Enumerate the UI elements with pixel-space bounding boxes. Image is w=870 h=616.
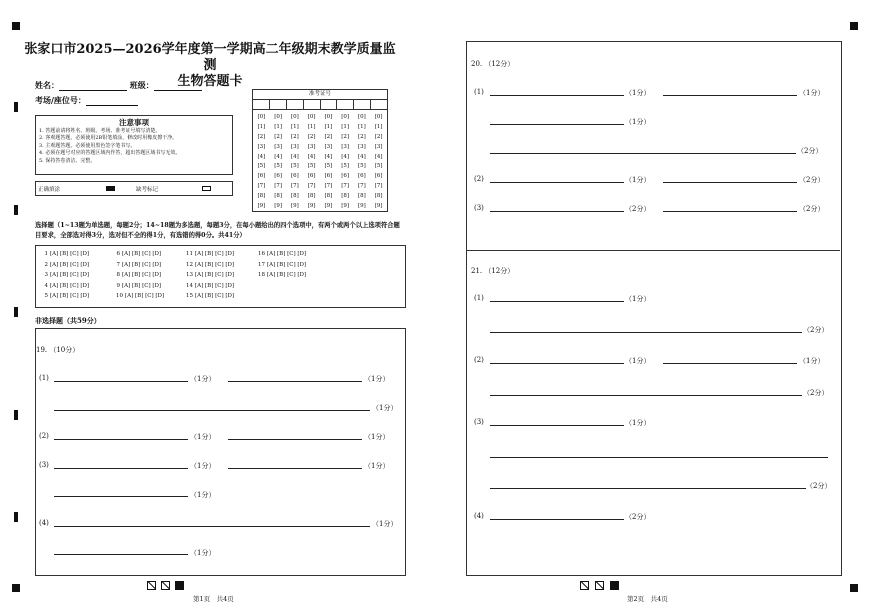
score-label: （2分） bbox=[799, 176, 825, 184]
score-label: （2分） bbox=[799, 205, 825, 213]
seat-field[interactable] bbox=[86, 96, 138, 106]
q21-part-label: (2) bbox=[474, 356, 484, 364]
filled-sample-icon bbox=[106, 186, 115, 191]
answer-line[interactable] bbox=[663, 363, 797, 364]
page-code-box bbox=[595, 581, 604, 590]
q21-title: 21. （12分） bbox=[471, 267, 515, 275]
right-answer-box bbox=[466, 41, 842, 576]
answer-line[interactable] bbox=[490, 211, 624, 212]
exam-id-digit-bubble[interactable]: [9] bbox=[274, 202, 283, 209]
answer-line[interactable] bbox=[228, 381, 362, 382]
note-item: 5. 保持答卷清洁、完整。 bbox=[39, 157, 96, 164]
choice-number: 2 bbox=[44, 261, 48, 268]
answer-line[interactable] bbox=[54, 468, 188, 469]
exam-id-digit-bubble[interactable]: [0] bbox=[357, 113, 366, 120]
exam-id-digit-bubble[interactable]: [6] bbox=[374, 173, 383, 180]
correct-fill-label: 正确填涂 bbox=[38, 187, 61, 193]
choice-question-row bbox=[114, 251, 161, 257]
exam-id-digit-bubble[interactable]: [9] bbox=[324, 202, 333, 209]
choice-box bbox=[35, 245, 406, 308]
choice-options[interactable]: [A] [B] [C] [D] bbox=[125, 293, 165, 299]
choice-options[interactable]: [A] [B] [C] [D] bbox=[267, 272, 307, 278]
timing-mark bbox=[14, 102, 18, 112]
answer-line[interactable] bbox=[54, 496, 188, 497]
section-divider bbox=[466, 250, 840, 251]
score-label: （1分） bbox=[799, 357, 825, 365]
choice-question-row bbox=[184, 251, 234, 257]
score-label: （2分） bbox=[797, 147, 823, 155]
name-row bbox=[35, 80, 202, 91]
q19-box bbox=[35, 328, 406, 576]
choice-question-row bbox=[114, 262, 161, 268]
choice-question-row bbox=[42, 262, 89, 268]
choice-question-row bbox=[184, 283, 234, 289]
exam-id-digit-bubble[interactable]: [7] bbox=[307, 183, 316, 190]
choice-number: 8 bbox=[116, 272, 120, 278]
choice-question-row bbox=[184, 262, 234, 268]
choice-options[interactable]: [A] [B] [C] [D] bbox=[195, 272, 235, 278]
exam-id-digit-bubble[interactable]: [4] bbox=[374, 153, 383, 160]
exam-id-digit-bubble[interactable]: [4] bbox=[357, 153, 366, 160]
score-label: （2分） bbox=[806, 482, 832, 490]
notes-title: 注意事项 bbox=[119, 118, 149, 127]
q19-part-label: (3) bbox=[39, 461, 49, 469]
exam-id-digit-bubble[interactable]: [6] bbox=[324, 173, 333, 180]
exam-id-digit-bubble[interactable]: [8] bbox=[274, 193, 283, 200]
exam-id-digit-bubble[interactable]: [5] bbox=[341, 163, 350, 170]
score-label: （1分） bbox=[190, 375, 216, 383]
name-label: 姓名： bbox=[35, 80, 59, 90]
q20-part-label: (3) bbox=[474, 204, 484, 212]
timing-mark bbox=[14, 410, 18, 420]
exam-id-digit-bubble[interactable]: [3] bbox=[307, 143, 316, 150]
answer-line[interactable] bbox=[490, 153, 796, 154]
choice-number: 11 bbox=[186, 251, 193, 257]
exam-id-title: 准考证号 bbox=[253, 90, 387, 100]
choice-options[interactable]: [A] [B] [C] [D] bbox=[195, 251, 235, 257]
exam-id-digit-bubble[interactable]: [7] bbox=[357, 183, 366, 190]
exam-id-digit-bubble[interactable]: [4] bbox=[274, 153, 283, 160]
answer-line[interactable] bbox=[228, 468, 362, 469]
exam-id-digit-bubble[interactable]: [3] bbox=[374, 143, 383, 150]
exam-id-digit-bubble[interactable]: [3] bbox=[257, 143, 266, 150]
choice-question-row bbox=[42, 283, 89, 289]
answer-line[interactable] bbox=[490, 124, 624, 125]
timing-mark bbox=[14, 205, 18, 215]
score-label: （2分） bbox=[625, 205, 651, 213]
exam-id-digit-bubble[interactable]: [5] bbox=[257, 163, 266, 170]
page-code-box bbox=[580, 581, 589, 590]
answer-line[interactable] bbox=[663, 211, 797, 212]
score-label: （1分） bbox=[625, 419, 651, 427]
missing-mark-label: 缺考标记 bbox=[136, 187, 159, 193]
score-label: （1分） bbox=[190, 549, 216, 557]
exam-id-digit-bubble[interactable]: [1] bbox=[341, 123, 350, 130]
seat-label: 考场/座位号： bbox=[35, 95, 86, 105]
choice-number: 17 bbox=[258, 261, 265, 268]
choice-options[interactable]: [A] [B] [C] [D] bbox=[267, 261, 307, 268]
q20-part-label: (1) bbox=[474, 88, 484, 96]
answer-line[interactable] bbox=[490, 519, 624, 520]
q21-part-label: (3) bbox=[474, 418, 484, 426]
exam-id-digit-bubble[interactable]: [5] bbox=[374, 163, 383, 170]
class-label: 班级： bbox=[129, 80, 154, 90]
choice-number: 6 bbox=[116, 251, 120, 257]
exam-id-digit-bubble[interactable]: [2] bbox=[274, 133, 283, 140]
score-label: （1分） bbox=[372, 520, 398, 528]
choice-question-row bbox=[256, 262, 306, 268]
choice-options[interactable]: [A] [B] [C] [D] bbox=[50, 293, 90, 299]
exam-id-digit-bubble[interactable]: [9] bbox=[307, 202, 316, 209]
answer-line[interactable] bbox=[490, 301, 624, 302]
choice-number: 12 bbox=[186, 261, 193, 268]
score-label: （1分） bbox=[625, 295, 651, 303]
choice-question-row bbox=[256, 251, 306, 257]
choice-question-row bbox=[42, 293, 89, 299]
choice-options[interactable]: [A] [B] [C] [D] bbox=[50, 282, 90, 289]
choice-options[interactable]: [A] [B] [C] [D] bbox=[195, 282, 235, 289]
choice-number: 14 bbox=[186, 282, 193, 289]
exam-id-digit-bubble[interactable]: [6] bbox=[290, 173, 299, 180]
choice-number: 4 bbox=[44, 282, 48, 289]
exam-id-digit-bubble[interactable]: [1] bbox=[290, 123, 299, 130]
choice-options[interactable]: [A] [B] [C] [D] bbox=[195, 261, 235, 268]
exam-id-digit-bubble[interactable]: [5] bbox=[274, 163, 283, 170]
corner-mark bbox=[12, 584, 20, 592]
answer-line[interactable] bbox=[490, 363, 624, 364]
score-label: （1分） bbox=[625, 176, 651, 184]
exam-id-digit-bubble[interactable]: [9] bbox=[341, 202, 350, 209]
score-label: （2分） bbox=[803, 326, 829, 334]
page-code-box bbox=[147, 581, 156, 590]
exam-id-digit-bubble[interactable]: [0] bbox=[307, 113, 316, 120]
exam-id-digit-bubble[interactable]: [8] bbox=[357, 193, 366, 200]
choice-options[interactable]: [A] [B] [C] [D] bbox=[267, 251, 307, 257]
exam-id-digit-bubble[interactable]: [3] bbox=[274, 143, 283, 150]
answer-line[interactable] bbox=[490, 332, 802, 333]
q21-part-label: (1) bbox=[474, 294, 484, 302]
choice-question-row bbox=[256, 272, 306, 278]
choice-question-row bbox=[114, 272, 161, 278]
choice-number: 7 bbox=[116, 261, 120, 268]
exam-id-digit-bubble[interactable]: [3] bbox=[324, 143, 333, 150]
exam-id-digit-bubble[interactable]: [2] bbox=[357, 133, 366, 140]
exam-id-digit-bubble[interactable]: [4] bbox=[307, 153, 316, 160]
exam-id-digit-bubble[interactable]: [9] bbox=[290, 202, 299, 209]
notes-box bbox=[35, 115, 233, 175]
exam-id-digit-bubble[interactable]: [3] bbox=[357, 143, 366, 150]
choice-question-row bbox=[184, 272, 234, 278]
exam-id-digit-bubble[interactable]: [0] bbox=[257, 113, 266, 120]
choice-question-row bbox=[42, 272, 89, 278]
exam-id-digit-bubble[interactable]: [9] bbox=[374, 202, 383, 209]
exam-id-digit-bubble[interactable]: [8] bbox=[257, 193, 266, 200]
page-number: 第1页 共4页 bbox=[193, 595, 234, 603]
score-label: （1分） bbox=[190, 462, 216, 470]
choice-number: 3 bbox=[44, 272, 48, 278]
corner-mark bbox=[12, 22, 20, 30]
q20-part-label: (2) bbox=[474, 175, 484, 183]
score-label: （1分） bbox=[364, 375, 390, 383]
answer-line[interactable] bbox=[490, 457, 828, 458]
choice-options[interactable]: [A] [B] [C] [D] bbox=[50, 251, 90, 257]
exam-id-digit-bubble[interactable]: [3] bbox=[290, 143, 299, 150]
exam-id-digit-bubble[interactable]: [2] bbox=[307, 133, 316, 140]
exam-id-digit-bubble[interactable]: [9] bbox=[357, 202, 366, 209]
exam-id-digit-bubble[interactable]: [7] bbox=[324, 183, 333, 190]
exam-id-digit-bubble[interactable]: [7] bbox=[341, 183, 350, 190]
choice-options[interactable]: [A] [B] [C] [D] bbox=[122, 251, 162, 257]
answer-line[interactable] bbox=[54, 381, 188, 382]
timing-mark bbox=[14, 512, 18, 522]
score-label: （1分） bbox=[625, 118, 651, 126]
choice-options[interactable]: [A] [B] [C] [D] bbox=[122, 261, 162, 268]
answer-line[interactable] bbox=[490, 425, 624, 426]
exam-id-digit-bubble[interactable]: [4] bbox=[341, 153, 350, 160]
fill-legend bbox=[35, 181, 233, 196]
answer-line[interactable] bbox=[54, 410, 370, 411]
answer-line[interactable] bbox=[663, 182, 797, 183]
exam-id-digit-bubble[interactable]: [8] bbox=[290, 193, 299, 200]
score-label: （1分） bbox=[625, 357, 651, 365]
choice-options[interactable]: [A] [B] [C] [D] bbox=[50, 261, 90, 268]
q20-title: 20. （12分） bbox=[471, 60, 515, 68]
choice-number: 1 bbox=[44, 251, 48, 257]
exam-id-digit-bubble[interactable]: [0] bbox=[290, 113, 299, 120]
exam-id-digit-bubble[interactable]: [1] bbox=[357, 123, 366, 130]
choice-options[interactable]: [A] [B] [C] [D] bbox=[195, 293, 235, 299]
exam-id-digit-bubble[interactable]: [0] bbox=[324, 113, 333, 120]
exam-id-digit-bubble[interactable]: [0] bbox=[374, 113, 383, 120]
exam-id-digit-bubble[interactable]: [7] bbox=[374, 183, 383, 190]
exam-id-digit-bubble[interactable]: [8] bbox=[324, 193, 333, 200]
choice-question-row bbox=[114, 293, 164, 299]
choice-number: 18 bbox=[258, 272, 265, 278]
exam-id-digit-bubble[interactable]: [4] bbox=[324, 153, 333, 160]
choice-options[interactable]: [A] [B] [C] [D] bbox=[122, 272, 162, 278]
exam-id-digit-bubble[interactable]: [5] bbox=[290, 163, 299, 170]
missing-box[interactable] bbox=[202, 186, 211, 191]
class-field[interactable] bbox=[154, 81, 202, 91]
choice-number: 15 bbox=[186, 293, 193, 299]
exam-id-digit-bubble[interactable]: [1] bbox=[274, 123, 283, 130]
answer-line[interactable] bbox=[490, 395, 802, 396]
score-label: （1分） bbox=[190, 491, 216, 499]
score-label: （2分） bbox=[803, 389, 829, 397]
answer-line[interactable] bbox=[54, 554, 188, 555]
answer-line[interactable] bbox=[490, 182, 624, 183]
answer-line[interactable] bbox=[54, 526, 370, 527]
corner-mark bbox=[850, 584, 858, 592]
choice-number: 10 bbox=[116, 293, 123, 299]
page-code-box bbox=[175, 581, 184, 590]
q19-part-label: (2) bbox=[39, 432, 49, 440]
note-item: 2. 客观题答题，必须使用2B铅笔填涂，修改时用橡皮擦干净。 bbox=[39, 135, 178, 142]
score-label: （1分） bbox=[799, 89, 825, 97]
exam-id-digits bbox=[253, 112, 387, 211]
choice-number: 16 bbox=[258, 251, 265, 257]
exam-id-digit-bubble[interactable]: [8] bbox=[374, 193, 383, 200]
exam-id-digit-bubble[interactable]: [8] bbox=[341, 193, 350, 200]
title-line-2: 生物答题卡 bbox=[177, 74, 243, 89]
exam-id-digit-bubble[interactable]: [5] bbox=[307, 163, 316, 170]
exam-id-digit-bubble[interactable]: [8] bbox=[307, 193, 316, 200]
exam-id-digit-bubble[interactable]: [2] bbox=[257, 133, 266, 140]
choice-number: 9 bbox=[116, 282, 120, 289]
exam-id-digit-bubble[interactable]: [1] bbox=[324, 123, 333, 130]
choice-question-row bbox=[114, 283, 161, 289]
choice-options[interactable]: [A] [B] [C] [D] bbox=[122, 282, 162, 289]
seat-row bbox=[35, 95, 138, 106]
exam-id-digit-bubble[interactable]: [4] bbox=[257, 153, 266, 160]
choice-instructions: 选择题（1~13题为单选题，每题2分；14~18题为多选题，每题3分，在每小题给出的四个选项中，有两个或两个以上选项符合题目要求，全部选对得3分，选对但不全的得1分，有选错的得0分。共41分） bbox=[35, 222, 400, 239]
choice-question-row bbox=[184, 293, 234, 299]
q19-part-label: (1) bbox=[39, 374, 49, 382]
exam-id-digit-bubble[interactable]: [5] bbox=[324, 163, 333, 170]
score-label: （1分） bbox=[190, 433, 216, 441]
title-line-1: 张家口市2025—2026学年度第一学期高二年级期末教学质量监测 bbox=[24, 42, 396, 73]
exam-id-digit-bubble[interactable]: [0] bbox=[341, 113, 350, 120]
q19-part-label: (4) bbox=[39, 519, 49, 527]
exam-id-digit-bubble[interactable]: [6] bbox=[257, 173, 266, 180]
exam-id-digit-bubble[interactable]: [2] bbox=[341, 133, 350, 140]
answer-line[interactable] bbox=[663, 95, 797, 96]
note-item: 3. 主观题答题，必须使用黑色签字笔书写。 bbox=[39, 142, 136, 149]
timing-mark bbox=[14, 307, 18, 317]
exam-id-digit-bubble[interactable]: [7] bbox=[274, 183, 283, 190]
score-label: （1分） bbox=[364, 462, 390, 470]
q21-part-label: (4) bbox=[474, 512, 484, 520]
score-label: （1分） bbox=[625, 89, 651, 97]
exam-id-digit-bubble[interactable]: [1] bbox=[257, 123, 266, 130]
exam-id-digit-bubble[interactable]: [2] bbox=[374, 133, 383, 140]
exam-id-digit-bubble[interactable]: [6] bbox=[341, 173, 350, 180]
exam-id-digit-bubble[interactable]: [0] bbox=[274, 113, 283, 120]
q19-title: 19. （10分） bbox=[36, 346, 80, 354]
corner-mark bbox=[850, 22, 858, 30]
exam-id-digit-bubble[interactable]: [9] bbox=[257, 202, 266, 209]
exam-id-digit-bubble[interactable]: [6] bbox=[357, 173, 366, 180]
score-label: （1分） bbox=[364, 433, 390, 441]
name-field[interactable] bbox=[59, 81, 127, 91]
page-code-box bbox=[161, 581, 170, 590]
exam-id-digit-bubble[interactable]: [7] bbox=[257, 183, 266, 190]
note-item: 4. 必须在题号对应的答题区域内作答，超出答题区域书写无效。 bbox=[39, 150, 181, 157]
exam-id-digit-bubble[interactable]: [2] bbox=[290, 133, 299, 140]
page-number: 第2页 共4页 bbox=[627, 595, 668, 603]
exam-id-grid bbox=[252, 89, 388, 212]
choice-question-row bbox=[42, 251, 89, 257]
exam-id-digit-bubble[interactable]: [3] bbox=[341, 143, 350, 150]
exam-id-digit-bubble[interactable]: [7] bbox=[290, 183, 299, 190]
page-code-box bbox=[610, 581, 619, 590]
score-label: （1分） bbox=[372, 404, 398, 412]
exam-id-digit-bubble[interactable]: [1] bbox=[374, 123, 383, 130]
exam-id-digit-bubble[interactable]: [1] bbox=[307, 123, 316, 130]
choice-number: 5 bbox=[44, 293, 48, 299]
answer-line[interactable] bbox=[490, 488, 806, 489]
score-label: （2分） bbox=[625, 513, 651, 521]
choice-options[interactable]: [A] [B] [C] [D] bbox=[50, 272, 90, 278]
answer-line[interactable] bbox=[490, 95, 624, 96]
exam-id-digit-bubble[interactable]: [5] bbox=[357, 163, 366, 170]
exam-id-digit-bubble[interactable]: [6] bbox=[274, 173, 283, 180]
answer-line[interactable] bbox=[54, 439, 188, 440]
exam-id-digit-bubble[interactable]: [2] bbox=[324, 133, 333, 140]
exam-id-digit-bubble[interactable]: [6] bbox=[307, 173, 316, 180]
choice-number: 13 bbox=[186, 272, 193, 278]
non-choice-title: 非选择题（共59分） bbox=[35, 316, 101, 325]
answer-line[interactable] bbox=[228, 439, 362, 440]
exam-id-digit-bubble[interactable]: [4] bbox=[290, 153, 299, 160]
note-item: 1. 答题前请将姓名、班级、考场、准考证号填写清楚。 bbox=[39, 128, 161, 134]
